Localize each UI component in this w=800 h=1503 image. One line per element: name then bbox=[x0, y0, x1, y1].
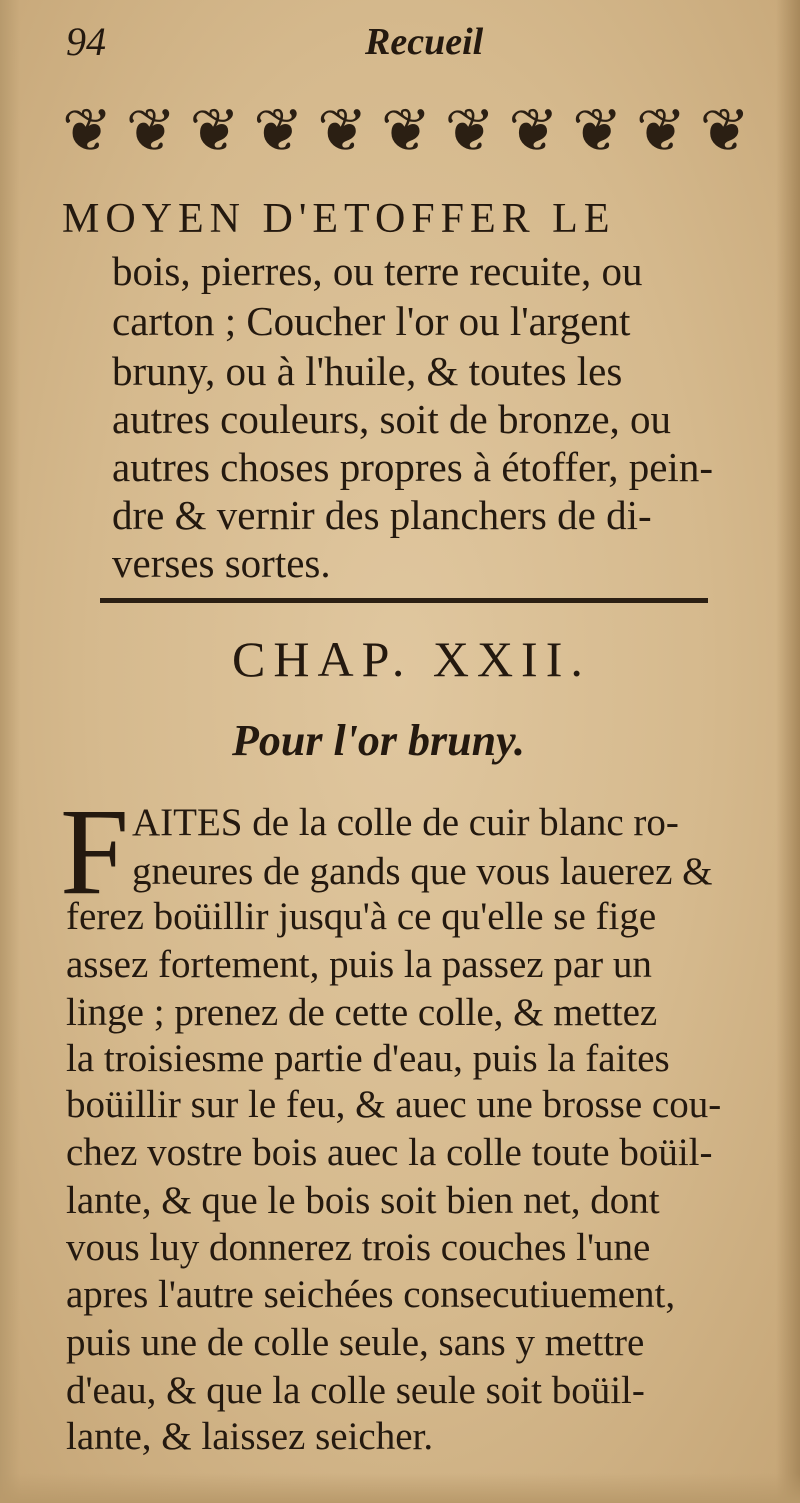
section-line: autres choses propres à étoffer, pein- bbox=[112, 444, 713, 490]
body-line: chez vostre bois auec la colle toute boüil- bbox=[66, 1131, 713, 1174]
fleuron-ornament-icon: ❦ bbox=[508, 96, 559, 166]
section-line: dre & vernir des planchers de di- bbox=[112, 492, 652, 538]
section-title: MOYEN D'ETOFFER LE bbox=[62, 196, 616, 242]
page-number: 94 bbox=[66, 19, 106, 64]
fleuron-ornament-icon: ❦ bbox=[635, 96, 687, 166]
section-line: autres couleurs, soit de bronze, ou bbox=[112, 396, 672, 442]
body-line: lante, & laissez seicher. bbox=[66, 1415, 434, 1458]
page-gutter-shadow bbox=[0, 0, 20, 1503]
horizontal-rule bbox=[100, 598, 708, 603]
running-title: Recueil bbox=[365, 21, 484, 63]
body-line: apres l'autre seichées consecutiuement, bbox=[66, 1273, 676, 1316]
fleuron-ornament-icon: ❦ bbox=[125, 96, 177, 166]
body-line: lante, & que le bois soit bien net, dont bbox=[66, 1179, 660, 1222]
chapter-heading: CHAP. XXII. bbox=[232, 631, 591, 687]
fleuron-ornament-icon: ❦ bbox=[253, 96, 304, 166]
body-line: la troisiesme partie d'eau, puis la faites bbox=[66, 1037, 670, 1080]
section-line: bruny, ou à l'huile, & toutes les bbox=[112, 348, 623, 394]
fleuron-ornament-icon: ❦ bbox=[572, 96, 623, 166]
page-edge-shadow bbox=[776, 0, 800, 1503]
body-line: gneures de gands que vous lauerez & bbox=[132, 850, 713, 893]
body-line: linge ; prenez de cette colle, & mettez bbox=[66, 991, 658, 1034]
fleuron-ornament-icon: ❦ bbox=[317, 96, 368, 166]
body-line: puis une de colle seule, sans y mettre bbox=[66, 1321, 645, 1364]
fleuron-ornament-icon: ❦ bbox=[699, 96, 750, 166]
fleuron-ornament-icon: ❦ bbox=[444, 96, 495, 166]
body-line: d'eau, & que la colle seule soit boüil- bbox=[66, 1369, 645, 1412]
fleuron-ornament-icon: ❦ bbox=[62, 96, 113, 166]
body-line: vous luy donnerez trois couches l'une bbox=[66, 1226, 651, 1269]
body-line: assez fortement, puis la passez par un bbox=[66, 943, 652, 986]
chapter-subtitle: Pour l'or bruny. bbox=[232, 716, 526, 765]
body-line: boüillir sur le feu, & auec une brosse cou- bbox=[66, 1083, 722, 1126]
fleuron-ornament-icon: ❦ bbox=[380, 96, 432, 166]
body-line: ferez boüillir jusqu'à ce qu'elle se fige bbox=[66, 895, 657, 938]
drop-cap-letter: F bbox=[60, 783, 129, 920]
decorative-ornament-band bbox=[62, 92, 750, 170]
section-line: carton ; Coucher l'or ou l'argent bbox=[112, 298, 631, 344]
page-bottom-shadow bbox=[0, 1473, 800, 1503]
section-line: verses sortes. bbox=[112, 540, 331, 586]
fleuron-ornament-icon: ❦ bbox=[189, 96, 240, 166]
body-line: AITES de la colle de cuir blanc ro- bbox=[132, 801, 679, 844]
section-line: bois, pierres, ou terre recuite, ou bbox=[112, 248, 643, 294]
